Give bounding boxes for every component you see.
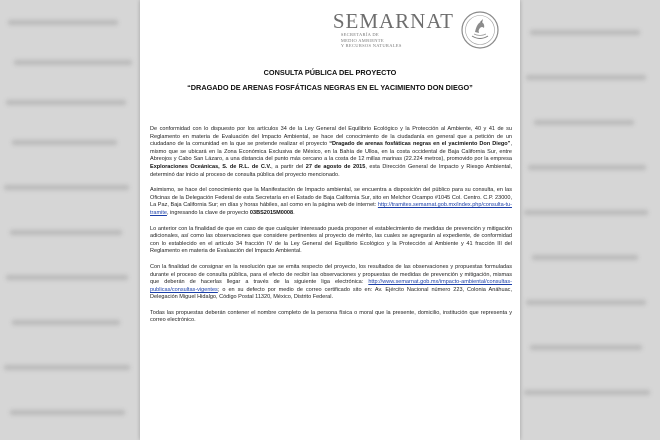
brand-sub-3: Y RECURSOS NATURALES — [340, 43, 402, 48]
document-title: CONSULTA PÚBLICA DEL PROYECTO — [263, 68, 397, 77]
paragraph-5: Todas las propuestas deberán contener el nombre completo de la persona física o moral que la presente, domicilio, institución que representa y correo electrónico. — [150, 309, 512, 324]
p2-text-c: . — [293, 209, 295, 216]
blurred-background-right — [520, 0, 660, 440]
p1-text-e: , a partir del — [271, 163, 306, 170]
p2-text-a: Asimismo, se hace del conocimiento que la Manifestación de Impacto ambiental, se encuentra a disposición del público para su consulta, en las Oficinas de la Delegación Federal de esta Secretaría en el Estado de Baja California Sur, sito en Melchor Ocampo #1045 Col. Centro. C.P. 23000, La Paz, Baja California Sur; en días y horas hábiles, así como en la página web de internet: — [150, 187, 512, 209]
p4-text-b: ; o en su defecto por medio de correo certificado sito en: Av. Ejército Nacional número 223, Colonia Anáhuac, Delegación Miguel Hidalgo, Código Postal 11320, México, Distrito Federal. — [150, 286, 512, 301]
semarnat-header — [333, 10, 500, 50]
project-name: “DRAGADO DE ARENAS FOSFÁTICAS NEGRAS EN EL YACIMIENTO DON DIEGO” — [187, 83, 473, 92]
consultas-vigentes-link[interactable]: http://www.semarnat.gob.mx/impacto-ambiental/consultas-publicas/consultas-vigentes — [150, 279, 512, 293]
paragraph-3: Lo anterior con la finalidad de que en caso de que cualquier interesado pueda proponer el establecimiento de medidas de prevención y mitigación adicionales, así como las observaciones que considere pertinentes al proyecto de mérito, las cuales se agregarán al expediente, de conformidad con lo establecido en el artículo 34 fracción IV de la Ley General del Equilibrio Ecológico y la Protección al Ambiente y 41 fracción III del Reglamento en materia de Evaluación del Impacto Ambiental. — [150, 225, 512, 255]
p1-start-date: 27 de agosto de 2015 — [305, 163, 366, 170]
brand-sub-1: SECRETARÍA DE — [340, 32, 379, 37]
blurred-background-left — [0, 0, 140, 440]
document-body — [150, 126, 512, 333]
brand-sub-2: MEDIO AMBIENTE — [340, 37, 384, 43]
paragraph-1 — [150, 126, 512, 179]
paragraph-4 — [150, 264, 512, 302]
p1-text-c: , mismo que se ubicará en la Zona Económica Exclusiva de México, en la Bahía de Ulloa, en la costa occidental de Baja California Sur, entre Abreojos y Cabo San Lázaro, a una distancia del punto más cercano a la costa de 12 millas marinas (22.224 metros), promovido por la empresa — [150, 141, 512, 163]
p4-text-a: Con la finalidad de consignar en la resolución que se emita respecto del proyecto, los resultados de las observaciones y propuestas formuladas durante el proceso de consulta pública, para el efecto de recibir las observaciones y propuestas de medidas de prevención y mitigación, mismas que deberán de hacerlas llegar a través de la siguiente liga electrónica: — [150, 263, 512, 286]
p1-text-a: De conformidad con lo dispuesto por los artículos 34 de la Ley General del Equilibrio Ecológico y la Protección al Ambiente, 40 y 41 de su Reglamento en materia de Evaluación del Impacto Ambiental, se hace del conocimiento de la ciudadanía en general que a petición de un ciudadano de la comunidad en la que se pretende realizar el proyecto — [150, 126, 512, 148]
project-code: 03BS2015M0008 — [249, 209, 294, 216]
document-page — [140, 0, 520, 440]
p1-project-name: “Dragado de arenas fosfáticas negras en el yacimiento Don Diego” — [329, 141, 511, 148]
paragraph-2 — [150, 187, 512, 217]
p1-company-name: Exploraciones Oceánicas, S. de R.L. de C.V. — [150, 163, 272, 170]
coat-of-arms-seal-icon — [460, 10, 500, 50]
p1-text-g: , esta Dirección General de Impacto y Riesgo Ambiental, determinó dar inicio al proceso de consulta pública del proyecto mencionado. — [150, 163, 512, 178]
p2-text-b: , ingresando la clave de proyecto — [166, 209, 250, 216]
semarnat-logo — [333, 10, 454, 49]
brand-name: SEMARNAT — [332, 9, 454, 33]
tramites-link[interactable]: http://tramites.semarnat.gob.mx/index.php/consulta-tu-tramite — [150, 202, 512, 216]
